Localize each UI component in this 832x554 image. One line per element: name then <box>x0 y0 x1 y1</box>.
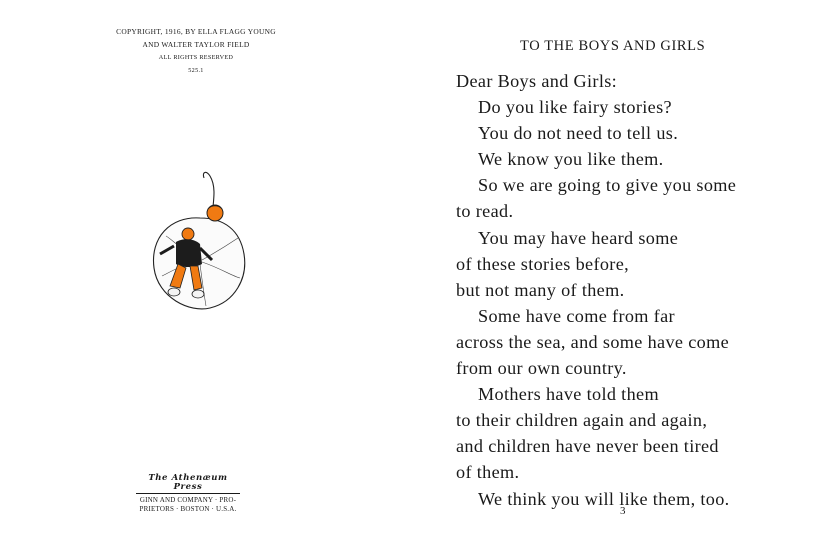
copyright-line: COPYRIGHT, 1916, BY ELLA FLAGG YOUNG <box>116 27 276 36</box>
text-line: You do not need to tell us. <box>478 123 679 144</box>
text-line: of these stories before, <box>456 253 630 274</box>
text-line: across the sea, and some have come <box>456 331 729 352</box>
text-line: from our own country. <box>456 358 627 379</box>
copyright-block <box>98 25 294 77</box>
text-line: We know you like them. <box>478 149 664 170</box>
text-line: and children have never been tired <box>456 436 719 457</box>
press-name: The Athenæum Press <box>136 474 240 494</box>
publisher-imprint <box>128 474 248 513</box>
text-line: Do you like fairy stories? <box>478 97 672 118</box>
text-line: Some have come from far <box>478 305 675 326</box>
publisher-location: PRIETORS · BOSTON · U.S.A. <box>139 504 237 513</box>
page-number: 3 <box>620 505 626 517</box>
text-line: We think you will like them, too. <box>478 488 730 509</box>
text-line: Mothers have told them <box>478 384 659 405</box>
text-line: to read. <box>456 201 514 222</box>
text-line: to their children again and again, <box>456 410 708 431</box>
rights-line: ALL RIGHTS RESERVED <box>158 54 234 61</box>
authors-line: AND WALTER TAYLOR FIELD <box>142 40 250 49</box>
right-page <box>400 0 832 554</box>
left-page <box>0 0 400 554</box>
frontispiece-illustration <box>140 168 250 328</box>
catalog-number: 525.1 <box>188 67 204 74</box>
text-line: You may have heard some <box>478 227 679 248</box>
text-line: of them. <box>456 462 520 483</box>
running-head: TO THE BOYS AND GIRLS <box>520 38 706 54</box>
publisher-line: GINN AND COMPANY · PRO- <box>139 496 237 504</box>
letter-text <box>456 68 826 512</box>
text-line: but not many of them. <box>456 279 625 300</box>
salutation: Dear Boys and Girls: <box>456 71 618 91</box>
text-line: So we are going to give you some <box>478 175 737 196</box>
